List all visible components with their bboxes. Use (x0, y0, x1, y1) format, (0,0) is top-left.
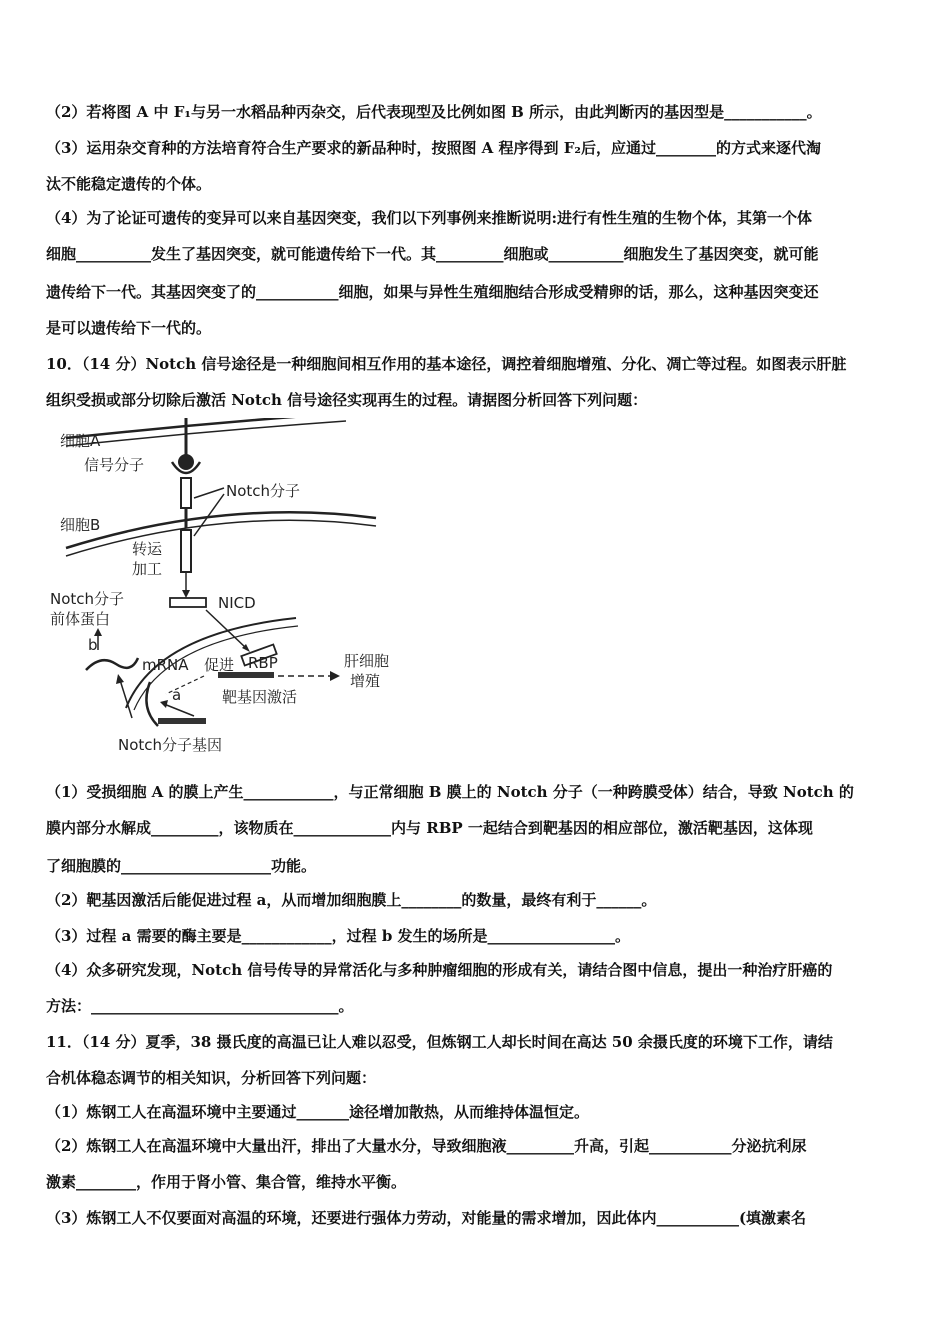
q10-stem-line1: 10．（14 分）Notch 信号途径是一种细胞间相互作用的基本途径，调控着细胞增殖、分化、凋亡等过程。如图表示肝脏 (46, 355, 847, 373)
cell-a-label: 细胞A (60, 432, 101, 450)
proliferation-arrowhead (330, 671, 340, 681)
cell-b-label: 细胞B (60, 516, 101, 534)
q10-part1-line1: （1）受损细胞 A 的膜上产生____________，与正常细胞 B 膜上的 Notch 分子（一种跨膜受体）结合，导致 Notch 的 (46, 783, 854, 801)
nicd-label: NICD (218, 594, 256, 612)
q9-part4-line2: 细胞__________发生了基因突变，就可能遗传给下一代。其_________细胞或__________细胞发生了基因突变，就可能 (46, 245, 819, 263)
q10-stem-line2: 组织受损或部分切除后激活 Notch 信号途径实现再生的过程。请据图分析回答下列问题： (46, 391, 648, 409)
process-a-label: a (172, 686, 182, 704)
q11-part2-line2: 激素________，作用于肾小管、集合管，维持水平衡。 (46, 1173, 407, 1191)
process-a-arrow (164, 704, 194, 716)
notch-pointer1 (194, 488, 224, 498)
q10-part4-line2: 方法：_________________________________。 (46, 997, 354, 1015)
nicd-fragment (170, 598, 206, 607)
cleave-arrowhead (182, 590, 190, 598)
q9-part4-line1: （4）为了论证可遗传的变异可以来自基因突变，我们以下列事例来推断说明:进行有性生殖的生物个体，其第一个体 (46, 209, 812, 227)
notch-gene-label: Notch分子基因 (118, 736, 223, 754)
process-a-arrowhead (160, 700, 168, 708)
q11-stem-line1: 11．（14 分）夏季，38 摄氏度的高温已让人难以忍受，但炼钢工人却长时间在高达 50 余摄氏度的环境下工作，请结 (46, 1033, 833, 1051)
nicd-to-rbp-arrow (206, 610, 246, 648)
process-b-arrowhead (94, 628, 102, 636)
q11-part2-line1: （2）炼钢工人在高温环境中大量出汗，排出了大量水分，导致细胞液_________升高，引起___________分泌抗利尿 (46, 1137, 807, 1155)
target-activation-label: 靶基因激活 (222, 688, 298, 706)
q9-part2: （2）若将图 A 中 F₁与另一水稻品种丙杂交，后代表现型及比例如图 B 所示，由此判断丙的基因型是___________。 (46, 103, 822, 121)
precursor-label-2: 前体蛋白 (50, 610, 111, 628)
notch-extracellular (181, 478, 191, 508)
transport-label-2: 加工 (132, 560, 163, 578)
q9-part4-line3: 遗传给下一代。其基因突变了的___________细胞，如果与异性生殖细胞结合形成受精卵的话，那么，这种基因突变还 (46, 283, 819, 301)
notch-pathway-diagram (46, 418, 426, 768)
mrna-strand (86, 658, 138, 670)
process-b-label: b (88, 636, 98, 654)
q11-part3-line1: （3）炼钢工人不仅要面对高温的环境，还要进行强体力劳动，对能量的需求增加，因此体内___________(填激素名 (46, 1209, 807, 1227)
mrna-label: mRNA (142, 656, 189, 674)
cell-a-membrane (66, 418, 346, 438)
transport-label-1: 转运 (132, 540, 163, 558)
notch-label: Notch分子 (226, 482, 301, 500)
q9-part3-line1: （3）运用杂交育种的方法培育符合生产要求的新品种时，按照图 A 程序得到 F₂后，应通过________的方式来逐代淘 (46, 139, 821, 157)
q10-part4-line1: （4）众多研究发现，Notch 信号传导的异常活化与多种肿瘤细胞的形成有关，请结合图中信息，提出一种治疗肝癌的 (46, 961, 833, 979)
q10-part2: （2）靶基因激活后能促进过程 a，从而增加细胞膜上________的数量，最终有利于______。 (46, 891, 657, 909)
signal-molecule (178, 454, 194, 470)
signal-label: 信号分子 (84, 456, 145, 474)
q11-stem-line2: 合机体稳态调节的相关知识，分析回答下列问题： (46, 1069, 377, 1087)
liver-label-2: 增殖 (350, 672, 381, 690)
q11-part1: （1）炼钢工人在高温环境中主要通过_______途径增加散热，从而维持体温恒定。 (46, 1103, 589, 1121)
promote-label: 促进 (204, 656, 235, 674)
liver-label-1: 肝细胞 (344, 652, 390, 670)
q9-part4-line4: 是可以遗传给下一代的。 (46, 319, 212, 337)
mrna-transport-arrowhead (116, 674, 124, 684)
notch-intracellular (181, 530, 191, 572)
q9-part3-line2: 汰不能稳定遗传的个体。 (46, 175, 212, 193)
q10-part1-line3: 了细胞膜的____________________功能。 (46, 857, 317, 875)
notch-gene-dna (158, 718, 206, 724)
rbp-label: RBP (248, 654, 278, 672)
precursor-label-1: Notch分子 (50, 590, 125, 608)
q10-part1-line2: 膜内部分水解成_________，该物质在_____________内与 RBP 一起结合到靶基因的相应部位，激活靶基因，这体现 (46, 819, 813, 837)
q10-part3: （3）过程 a 需要的酶主要是____________，过程 b 发生的场所是_________________。 (46, 927, 631, 945)
cell-b-membrane-inner (66, 520, 376, 556)
transcript-strand (146, 682, 158, 726)
